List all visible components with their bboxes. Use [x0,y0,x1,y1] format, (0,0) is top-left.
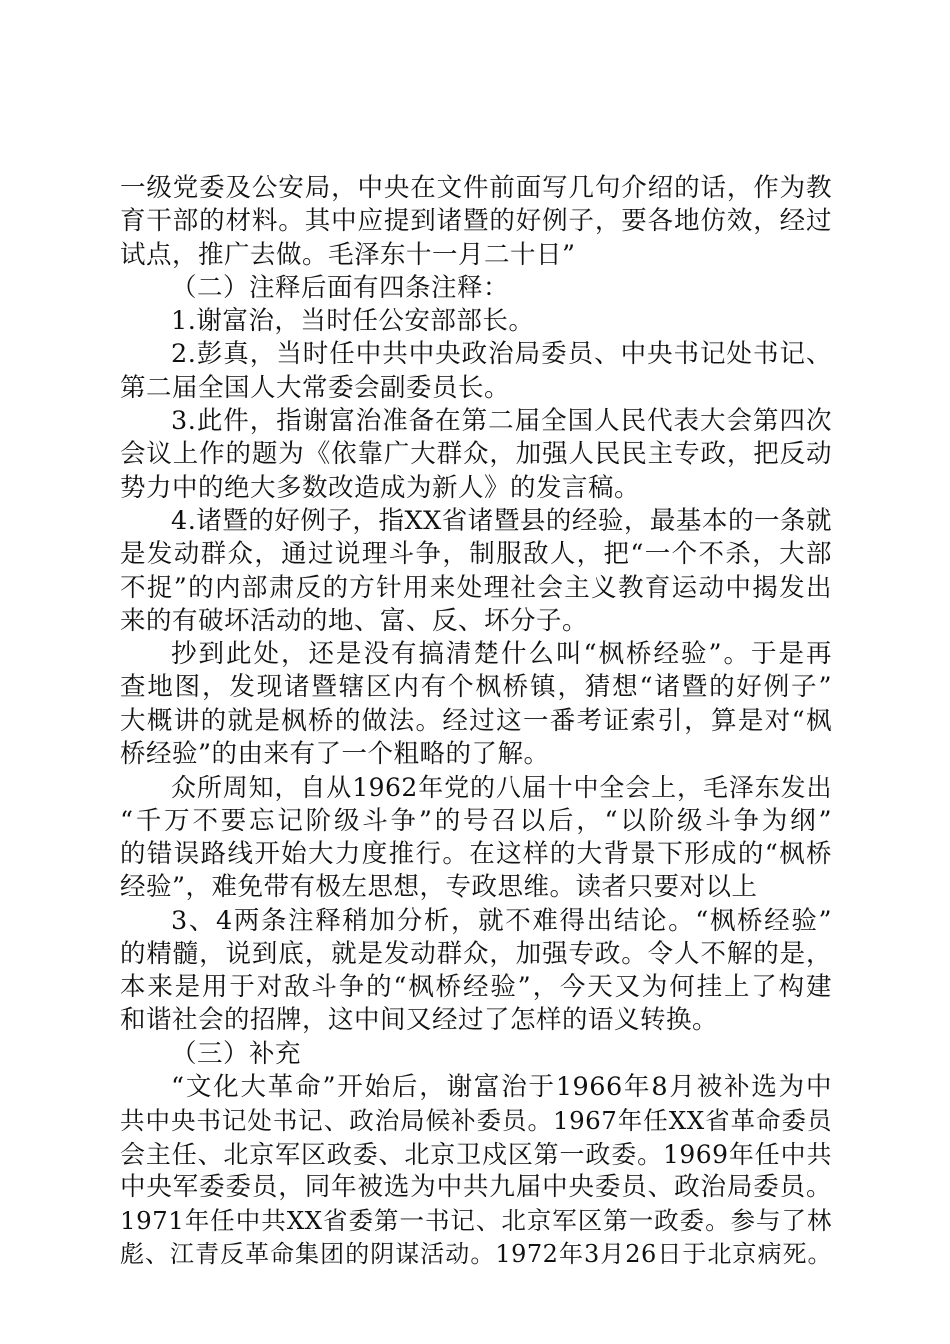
text-line: 3.此件，指谢富治准备在第二届全国人民代表大会第四次 [171,406,832,437]
text-line: 桥经验”的由来有了一个粗略的了解。 [120,739,550,770]
text-line: 大概讲的就是枫桥的做法。经过这一番考证索引，算是对“枫 [120,705,832,736]
text-line: （三）补充 [171,1038,302,1069]
text-line: “文化大革命”开始后，谢富治于1966年8月被补选为中 [171,1072,832,1103]
text-line: 2.彭真，当时任中共中央政治局委员、中央书记处书记、 [171,339,832,370]
text-line: 势力中的绝大多数改造成为新人》的发言稿。 [120,472,641,503]
text-line: 4.诸暨的好例子，指XX省诸暨县的经验，最基本的一条就 [171,505,832,536]
text-line: 会主任、北京军区政委、北京卫戍区第一政委。1969年任中共 [120,1139,832,1169]
text-line: 经验”，难免带有极左思想，专政思维。读者只要对以上 [120,872,758,903]
text-line: 不捉”的内部肃反的方针用来处理社会主义教育运动中揭发出 [120,572,832,603]
text-line: 的精髓，说到底，就是发动群众，加强专政。令人不解的是， [120,938,832,969]
text-line: 的错误路线开始大力度推行。在这样的大背景下形成的“枫桥 [120,838,832,869]
text-line: 来的有破坏活动的地、富、反、坏分子。 [120,605,589,636]
text-line: 育干部的材料。其中应提到诸暨的好例子，要各地仿效，经过 [120,206,832,237]
text-line: 众所周知，自从1962年党的八届十中全会上，毛泽东发出 [171,773,832,803]
text-line: 会议上作的题为《依靠广大群众，加强人民民主专政，把反动 [120,439,832,470]
text-line: 是发动群众，通过说理斗争，制服敌人，把“一个不杀，大部 [120,539,832,570]
text-line: （二）注释后面有四条注释： [171,272,510,303]
text-line: 第二届全国人大常委会副委员长。 [120,372,511,403]
document-page [120,172,832,1271]
text-line: 3、4两条注释稍加分析，就不难得出结论。“枫桥经验” [171,905,832,936]
text-line: 中央军委委员，同年被选为中共九届中央委员、政治局委员。 [120,1171,832,1202]
text-line: 抄到此处，还是没有搞清楚什么叫“枫桥经验”。于是再 [171,639,832,670]
text-line: 试点，推广去做。毛泽东十一月二十日” [120,239,576,270]
text-line: 共中央书记处书记、政治局候补委员。1967年任XX省革命委员 [120,1106,832,1136]
text-line: “千万不要忘记阶级斗争”的号召以后，“以阶级斗争为纲” [120,805,832,836]
text-line: 和谐社会的招牌，这中间又经过了怎样的语义转换。 [120,1005,719,1036]
text-line: 一级党委及公安局，中央在文件前面写几句介绍的话，作为教 [120,173,832,203]
text-line: 本来是用于对敌斗争的“枫桥经验”，今天又为何挂上了构建 [120,972,832,1003]
text-line: 1971年任中共XX省委第一书记、北京军区第一政委。参与了林 [120,1206,832,1236]
text-line: 1.谢富治，当时任公安部部长。 [171,306,535,337]
text-line: 彪、江青反革命集团的阴谋活动。1972年3月26日于北京病死。 [120,1239,832,1268]
text-line: 查地图，发现诸暨辖区内有个枫桥镇，猜想“诸暨的好例子” [120,672,832,703]
